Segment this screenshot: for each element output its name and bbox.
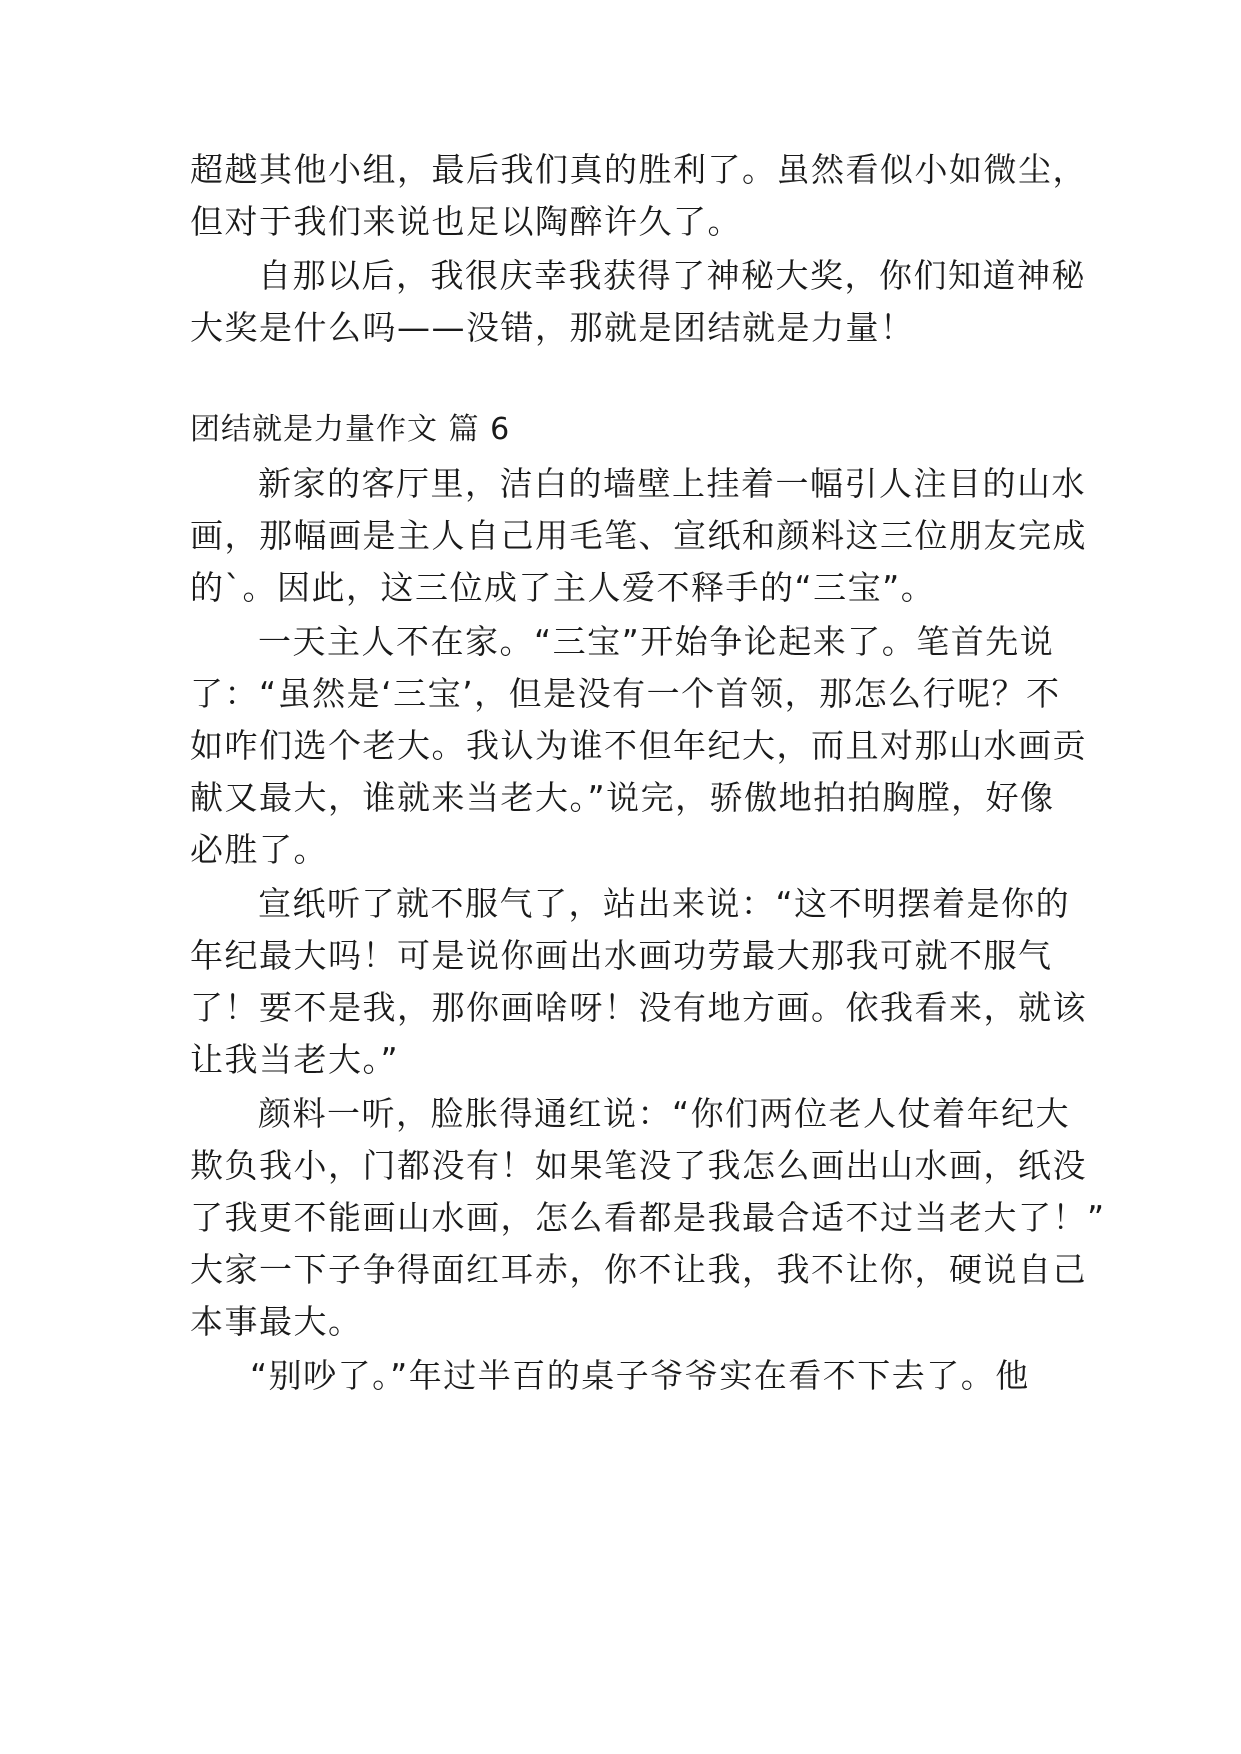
text-line: 颜料一听，脸胀得通红说：“你们两位老人仗着年纪大 <box>258 1094 1071 1133</box>
text-line: 年纪最大吗！可是说你画出水画功劳最大那我可就不服气 <box>190 936 1053 975</box>
text-line: 如咋们选个老大。我认为谁不但年纪大，而且对那山水画贡 <box>190 726 1087 765</box>
text-line: 画，那幅画是主人自己用毛笔、宣纸和颜料这三位朋友完成 <box>190 516 1087 555</box>
text-line: 欺负我小，门都没有！如果笔没了我怎么画出山水画，纸没 <box>190 1146 1087 1185</box>
text-line: 新家的客厅里，洁白的墙壁上挂着一幅引人注目的山水 <box>258 464 1086 503</box>
text-line: “别吵了。”年过半百的桌子爷爷实在看不下去了。他 <box>250 1356 1030 1395</box>
text-line: 了我更不能画山水画，怎么看都是我最合适不过当老大了！” <box>190 1198 1106 1237</box>
text-line: 一天主人不在家。“三宝”开始争论起来了。笔首先说 <box>258 622 1055 661</box>
text-line: 必胜了。 <box>190 830 328 869</box>
text-line: 了！要不是我，那你画啥呀！没有地方画。依我看来，就该 <box>190 988 1087 1027</box>
text-line: 大家一下子争得面红耳赤，你不让我，我不让你，硬说自己 <box>190 1250 1087 1289</box>
text-line: 大奖是什么吗——没错，那就是团结就是力量！ <box>190 308 915 347</box>
text-line: 自那以后，我很庆幸我获得了神秘大奖，你们知道神秘 <box>258 256 1086 295</box>
text-line: 让我当老大。” <box>190 1040 400 1079</box>
text-line: 超越其他小组，最后我们真的胜利了。虽然看似小如微尘， <box>190 150 1087 189</box>
text-line: 本事最大。 <box>190 1302 363 1341</box>
text-line: 的`。因此，这三位成了主人爱不释手的“三宝”。 <box>190 568 936 607</box>
text-line: 但对于我们来说也足以陶醉许久了。 <box>190 202 742 241</box>
text-line: 宣纸听了就不服气了，站出来说：“这不明摆着是你的 <box>258 884 1071 923</box>
text-line: 献又最大，谁就来当老大。”说完，骄傲地拍拍胸膛，好像 <box>190 778 1055 817</box>
section-heading: 团结就是力量作文 篇 6 <box>190 412 511 447</box>
text-line: 了：“虽然是‘三宝’，但是没有一个首领，那怎么行呢？不 <box>190 674 1061 713</box>
